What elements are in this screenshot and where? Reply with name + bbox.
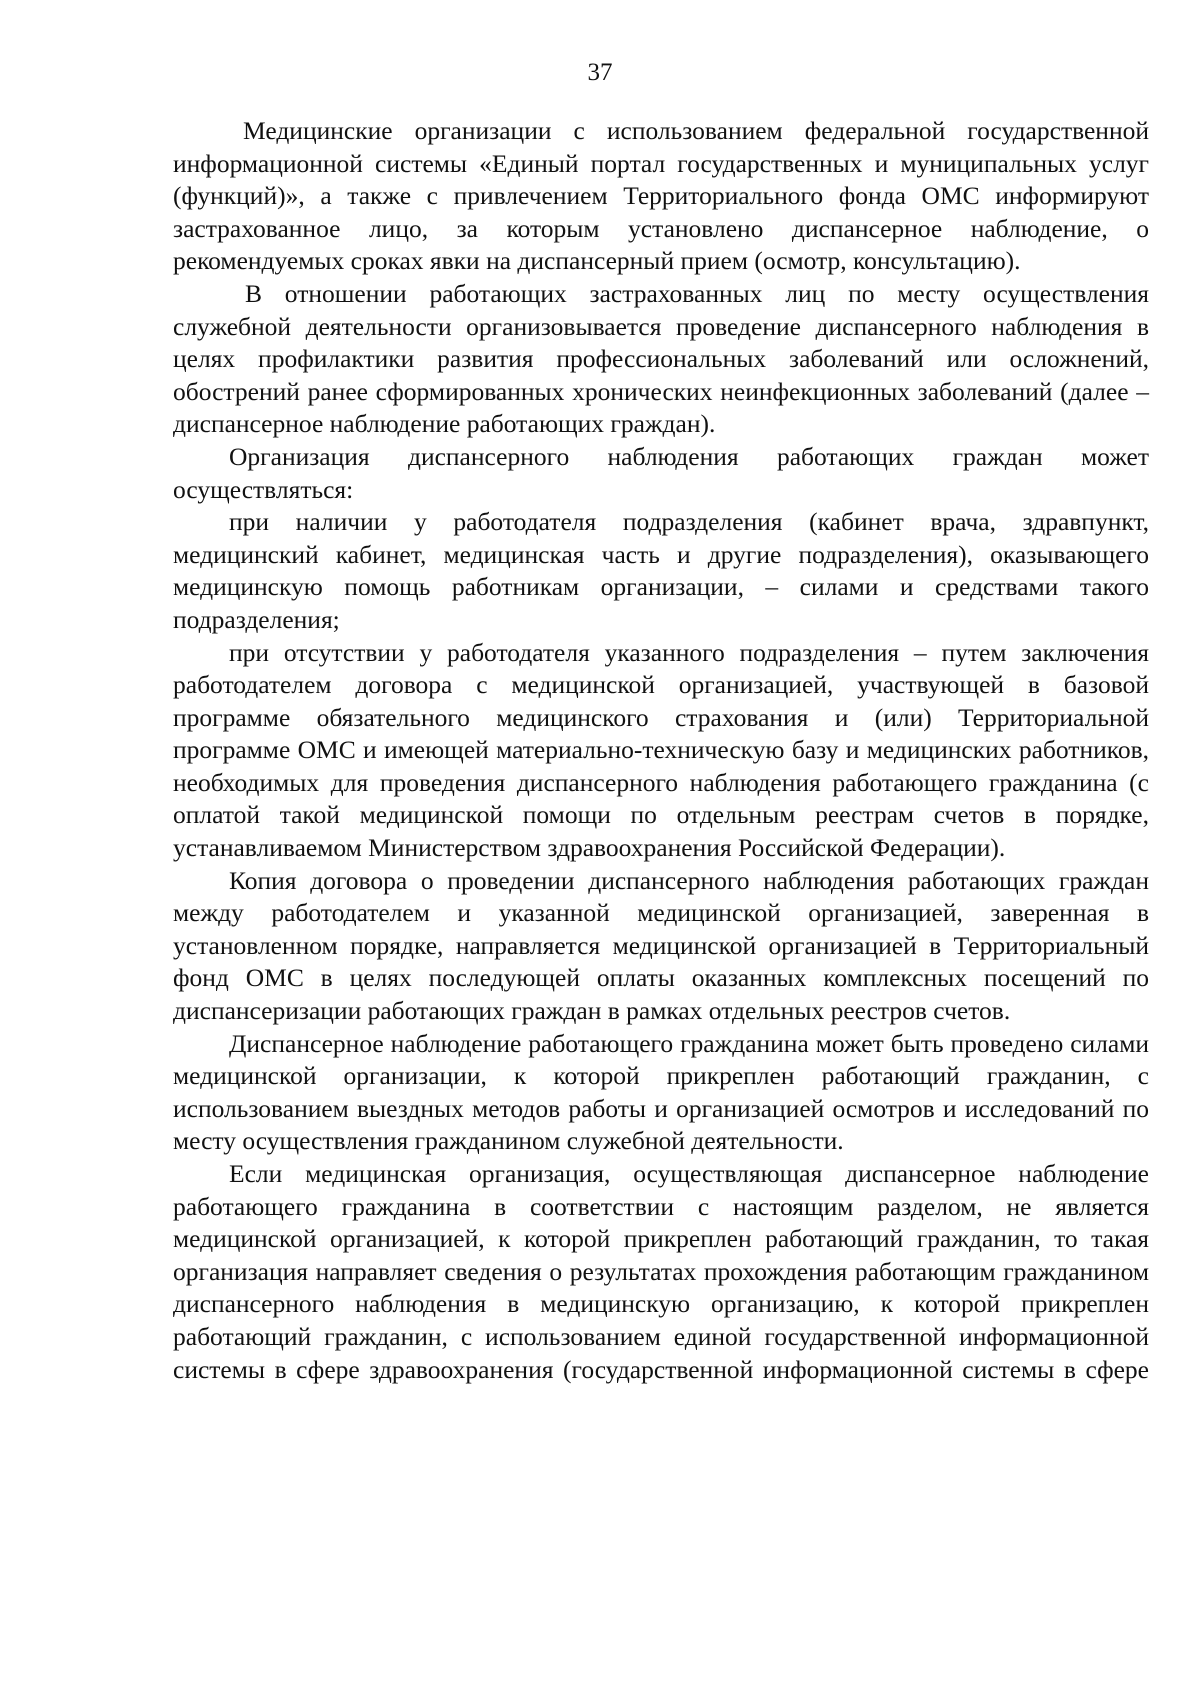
document-body (173, 115, 1149, 1386)
list-item-employer-unit: при наличии у работодателя подразделения (кабинет врача, здравпункт, медицинский кабинет, медицинская часть и другие подразделения), оказывающего медицинскую помощь работникам организации, – силами и средствами такого подразделения; (173, 507, 1149, 634)
paragraph-notification: Медицинские организации с использованием федеральной государственной информационной системы «Единый портал государственных и муниципальных услуг (функций)», а также с привлечением Территориального фонда ОМС информируют застрахованное лицо, за которым установлено диспансерное наблюдение, о рекомендуемых сроках явки на диспансерный прием (осмотр, консультацию). (173, 116, 1149, 276)
page-number: 37 (587, 59, 613, 86)
paragraph-results-transfer: Если медицинская организация, осуществляющая диспансерное наблюдение работающего гражданина в соответствии с настоящим разделом, не является медицинской организацией, к которой прикреплен работающий гражданин, то такая организация направляет сведения о результатах прохождения работающим гражданином диспансерного наблюдения в медицинскую организацию, к которой прикреплен работающий гражданин, с использованием единой государственной информационной системы в сфере здравоохранения (государственной информационной системы в сфере (173, 1159, 1149, 1384)
paragraph-organization: Организация диспансерного наблюдения работающих граждан может осуществляться: (173, 441, 1149, 504)
paragraph-attached-organization: Диспансерное наблюдение работающего гражданина может быть проведено силами медицинской организации, к которой прикреплен работающий гражданин, с использованием выездных методов работы и организацией осмотров и исследований по месту осуществления гражданином служебной деятельности. (173, 1028, 1149, 1156)
list-item-contract: при отсутствии у работодателя указанного подразделения – путем заключения работодателем договора с медицинской организацией, участвующей в базовой программе обязательного медицинского страхования и (или) Территориальной программе ОМС и имеющей материально-техническую базу и медицинских работников, необходимых для проведения диспансерного наблюдения работающего гражданина (с оплатой такой медицинской помощи по отдельным реестрам счетов в порядке, устанавливаемом Министерством здравоохранения Российской Федерации). (173, 637, 1149, 863)
paragraph-contract-copy: Копия договора о проведении диспансерного наблюдения работающих граждан между работодателем и указанной медицинской организацией, заверенная в установленном порядке, направляется медицинской организацией в Территориальный фонд ОМС в целях последующей оплаты оказанных комплексных посещений по диспансеризации работающих граждан в рамках отдельных реестров счетов. (173, 865, 1149, 1026)
paragraph-working-citizens: В отношении работающих застрахованных лиц по месту осуществления служебной деятельности организовывается проведение диспансерного наблюдения в целях профилактики развития профессиональных заболеваний или осложнений, обострений ранее сформированных хронических неинфекционных заболеваний (далее – диспансерное наблюдение работающих граждан). (173, 278, 1149, 439)
